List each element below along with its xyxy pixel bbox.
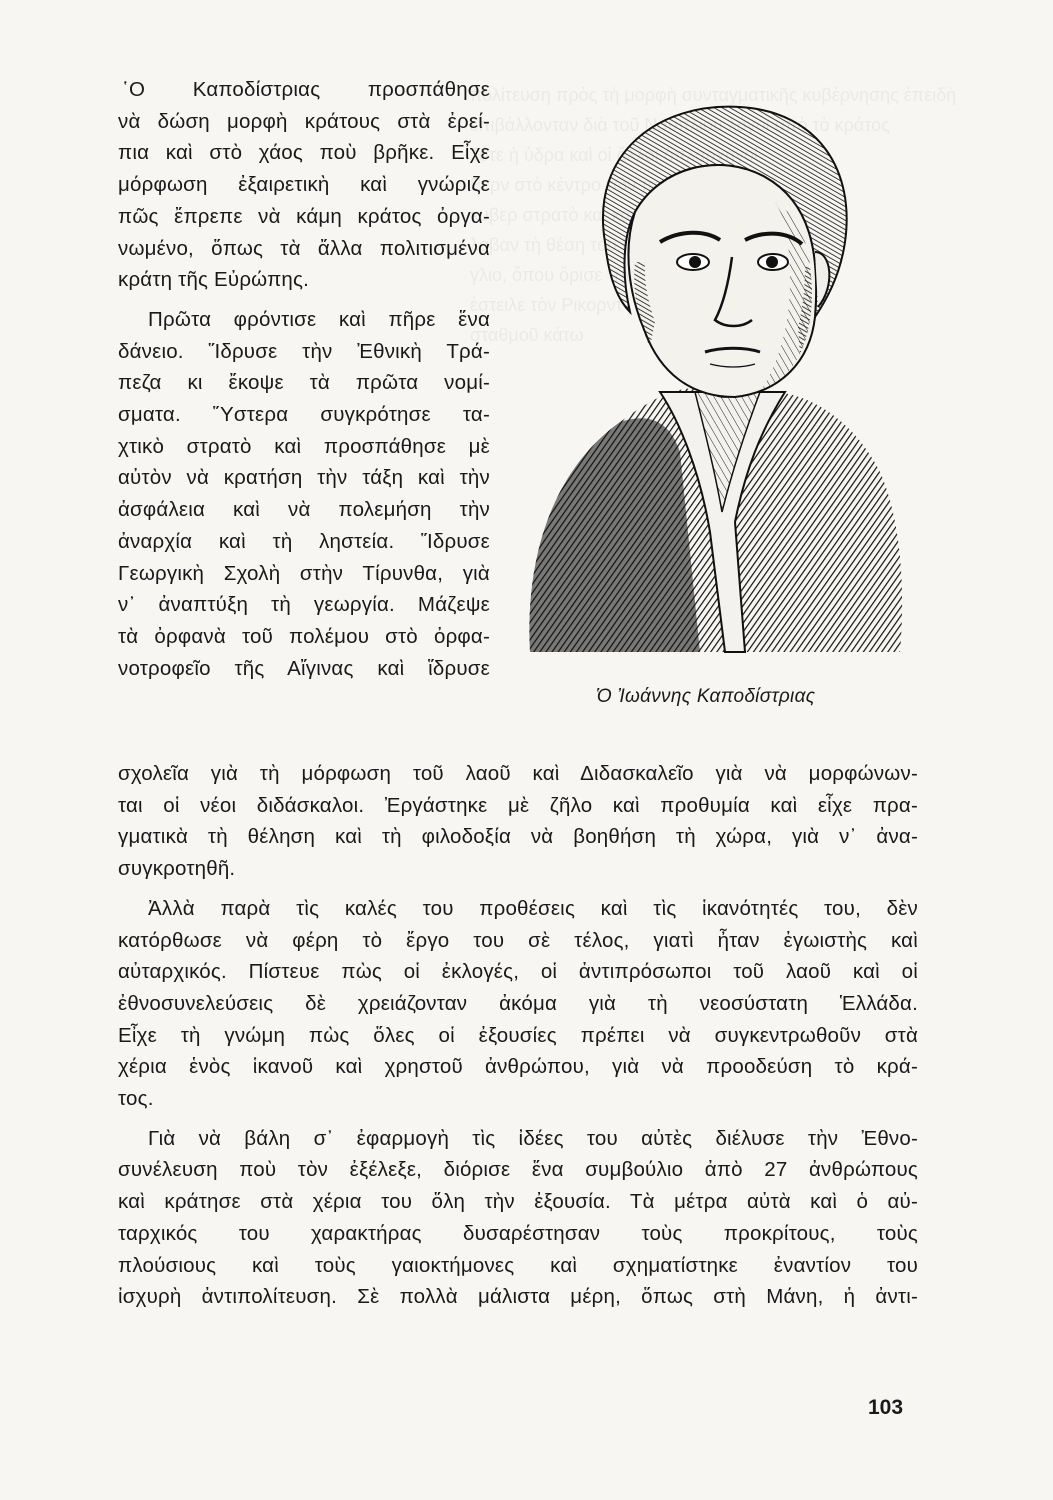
- text-line: νοτροφεῖο τῆς Αἴγινας καὶ ἵδρυσε: [118, 656, 490, 680]
- text-line: πλούσιους καὶ τοὺς γαιοκτήμονες καὶ σχηματίστηκε ἐναντίον του: [118, 1253, 918, 1277]
- page-number: 103: [868, 1396, 904, 1419]
- text-line: ἀναρχία καὶ τὴ ληστεία. Ἵδρυσε: [118, 529, 490, 553]
- text-line: πῶς ἔπρεπε νὰ κάμη κράτος ὀργα-: [118, 204, 490, 228]
- text-line: μόρφωση ἐξαιρετικὴ καὶ γνώριζε: [118, 173, 490, 197]
- narrow-text-column: [118, 74, 490, 684]
- text-line: Γεωργικὴ Σχολὴ στὴν Τίρυνθα, γιὰ: [118, 561, 490, 585]
- text-line: ῾Ο Καποδίστριας προσπάθησε: [122, 78, 490, 101]
- text-line: συγκροτηθῆ.: [118, 857, 236, 881]
- text-line: πεζα κι ἔκοψε τὰ πρῶτα νομί-: [118, 371, 490, 395]
- text-line: αὐτὸν νὰ κρατήση τὴν τάξη καὶ τὴν: [118, 466, 490, 490]
- text-line: τὰ ὀρφανὰ τοῦ πολέμου στὸ ὀρφα-: [118, 624, 490, 648]
- wide-text-column: [118, 758, 918, 1313]
- text-line: νωμένο, ὅπως τὰ ἄλλα πολιτισμένα: [118, 236, 490, 260]
- text-line: χτικὸ στρατὸ καὶ προσπάθησε μὲ: [118, 434, 490, 458]
- text-line: κράτη τῆς Εὐρώπης.: [118, 268, 310, 292]
- text-line: ἀσφάλεια καὶ νὰ πολεμήση τὴν: [118, 498, 490, 522]
- text-line: χέρια ἑνὸς ἱκανοῦ καὶ χρηστοῦ ἀνθρώπου, γιὰ νὰ προοδεύση τὸ κρά-: [118, 1055, 918, 1079]
- text-line: Ἀλλὰ παρὰ τὶς καλές του προθέσεις καὶ τὶς ἱκανότητές του, δὲν: [148, 896, 918, 920]
- text-line: πια καὶ στὸ χάος ποὺ βρῆκε. Εἶχε: [118, 141, 490, 165]
- text-line: νὰ δώση μορφὴ κράτους στὰ ἐρεί-: [118, 109, 490, 133]
- text-line: σχολεῖα γιὰ τὴ μόρφωση τοῦ λαοῦ καὶ Διδασκαλεῖο γιὰ νὰ μορφώνων-: [118, 762, 918, 785]
- text-line: Γιὰ νὰ βάλη σ᾿ ἐφαρμογὴ τὶς ἰδέες του αὐτὲς διέλυσε τὴν Ἐθνο-: [148, 1126, 918, 1150]
- text-line: σματα. Ὕστερα συγκρότησε τα-: [118, 403, 490, 427]
- text-line: Πρῶτα φρόντισε καὶ πῆρε ἕνα: [148, 307, 490, 331]
- text-line: τος.: [118, 1087, 154, 1111]
- text-line: ἰσχυρὴ ἀντιπολίτευση. Σὲ πολλὰ μάλιστα μέρη, ὅπως στὴ Μάνη, ἡ ἀντι-: [118, 1285, 918, 1309]
- text-line: γματικὰ τὴ θέληση καὶ τὴ φιλοδοξία νὰ βοηθήση τὴ χώρα, γιὰ ν᾿ ἀνα-: [118, 825, 918, 849]
- text-line: Εἶχε τὴ γνώμη πὼς ὅλες οἱ ἐξουσίες πρέπει νὰ συγκεντρωθοῦν στὰ: [118, 1023, 918, 1047]
- text-line: ἐθνοσυνελεύσεις δὲ χρειάζονταν ἀκόμα γιὰ τὴ νεοσύστατη Ἑλλάδα.: [118, 991, 918, 1015]
- text-line: αὐταρχικός. Πίστευε πὼς οἱ ἐκλογές, οἱ ἀντιπρόσωποι τοῦ λαοῦ καὶ οἱ: [118, 960, 918, 984]
- text-line: δάνειο. Ἵδρυσε τὴν Ἐθνικὴ Τρά-: [118, 339, 490, 363]
- portrait-caption: Ὁ Ἰωάννης Καποδίστριας: [596, 686, 816, 707]
- text-line: ταρχικός του χαρακτήρας δυσαρέστησαν τοὺς προκρίτους, τοὺς: [118, 1221, 918, 1245]
- text-line: ν᾿ ἀναπτύξη τὴ γεωργία. Μάζεψε: [118, 593, 490, 617]
- text-line: συνέλευση ποὺ τὸν ἐξέλεξε, διόρισε ἕνα συμβούλιο ἀπὸ 27 ἀνθρώπους: [118, 1158, 918, 1182]
- text-line: ται οἱ νέοι διδάσκαλοι. Ἐργάστηκε μὲ ζῆλο καὶ προθυμία καὶ εἶχε πρα-: [118, 793, 918, 817]
- text-line: κατόρθωσε νὰ φέρη τὸ ἔργο του σὲ τέλος, γιατὶ ἦταν ἐγωιστὴς καὶ: [118, 928, 918, 952]
- text-line: καὶ κράτησε στὰ χέρια του ὅλη τὴν ἐξουσία. Τὰ μέτρα αὐτὰ καὶ ὁ αὐ-: [118, 1190, 918, 1214]
- kapodistrias-portrait: [510, 92, 905, 657]
